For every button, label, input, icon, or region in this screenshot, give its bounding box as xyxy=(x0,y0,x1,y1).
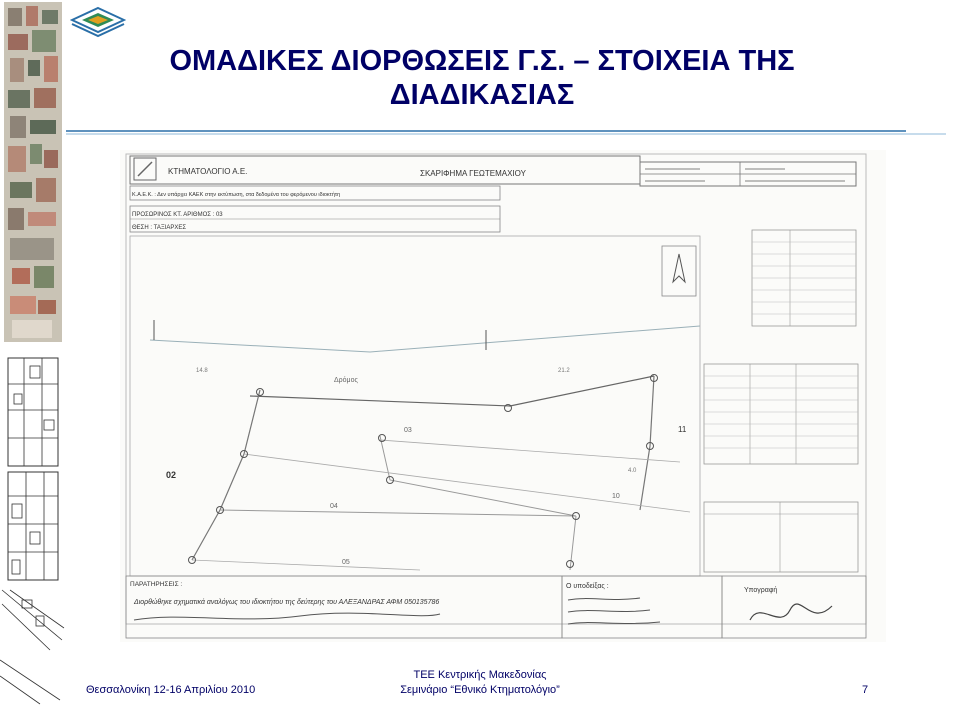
road-label: Δρόμος xyxy=(334,377,358,384)
footer-organization: ΤΕΕ Κεντρικής Μακεδονίας xyxy=(413,669,547,681)
scanned-cadastral-sketch xyxy=(120,150,886,642)
form-provisional-number: ΠΡΟΣΩΡΙΝΟΣ ΚΤ. ΑΡΙΘΜΟΣ : 03 xyxy=(132,212,223,218)
footer-seminar: Σεμινάριο “Εθνικό Κτηματολόγιο” xyxy=(400,684,560,696)
slide-title-line-2: ΔΙΑΔΙΚΑΣΙΑΣ xyxy=(389,79,575,111)
dimension-label-2: 21.2 xyxy=(558,368,570,374)
signature-label: Υπογραφή xyxy=(744,587,778,594)
dimension-label-1: 14.8 xyxy=(196,368,208,374)
remarks-handwriting: Διορθώθηκε σχηματικά αναλόγως του ιδιοκτήτου της δεύτερης του ΑΛΕΞΑΝΔΡΑΣ ΑΦΜ 050135786 xyxy=(134,599,440,606)
title-underline xyxy=(66,124,946,132)
parcel-label-4: 05 xyxy=(342,559,350,566)
parcel-label-6: 11 xyxy=(678,425,687,434)
footer-date-location: Θεσσαλονίκη 12-16 Απριλίου 2010 xyxy=(86,684,256,696)
declarant-label: Ο υποδείξας : xyxy=(566,583,609,590)
parcel-label-1: 02 xyxy=(166,470,177,480)
slide-title xyxy=(92,44,872,112)
aerial-photo-thumbnails xyxy=(0,0,66,716)
form-header-title: ΣΚΑΡΙΦΗΜΑ ΓΕΩΤΕΜΑΧΙΟΥ xyxy=(420,169,526,178)
form-header-agency: ΚΤΗΜΑΤΟΛΟΓΙΟ Α.Ε. xyxy=(168,167,248,176)
parcel-label-5: 10 xyxy=(612,493,620,500)
parcel-label-2: 03 xyxy=(404,427,412,434)
footer-event xyxy=(360,668,600,698)
left-decorative-strip xyxy=(0,0,66,716)
dimension-label-3: 4.0 xyxy=(628,468,637,474)
form-kaek-line: Κ.Α.Ε.Κ. : Δεν υπάρχει ΚΑΕΚ στην εκτύπωση, στα δεδομένα του φερόμενου ιδιοκτήτη xyxy=(132,192,341,198)
remarks-label: ΠΑΡΑΤΗΡΗΣΕΙΣ : xyxy=(130,581,183,588)
presentation-logo xyxy=(70,6,126,40)
page-number: 7 xyxy=(862,684,869,696)
slide-title-line-1: ΟΜΑΔΙΚΕΣ ΔΙΟΡΘΩΣΕΙΣ Γ.Σ. – ΣΤΟΙΧΕΙΑ ΤΗΣ xyxy=(169,45,795,77)
form-location: ΘΕΣΗ : ΤΑΞΙΑΡΧΕΣ xyxy=(132,225,187,231)
parcel-label-3: 04 xyxy=(330,503,338,510)
